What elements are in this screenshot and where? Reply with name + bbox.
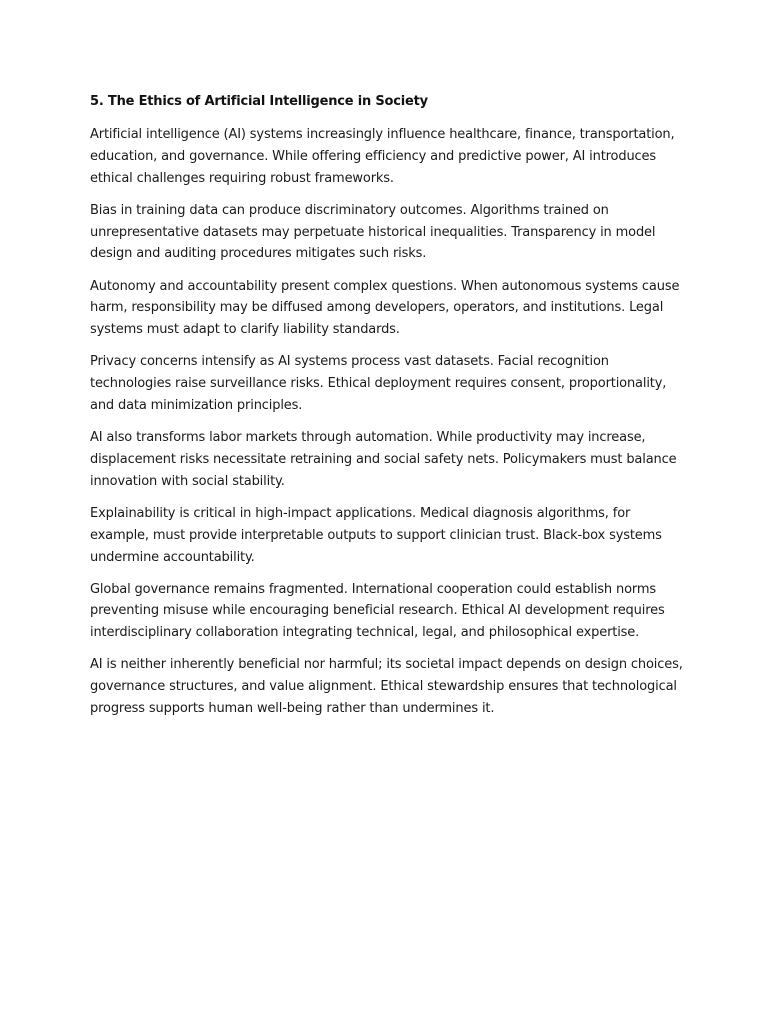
paragraph-privacy: Privacy concerns intensify as AI systems process vast datasets. Facial recognition technologies raise surveillance risks. Ethical deployment requires consent, proportionality, and data minimization principles. — [90, 354, 667, 413]
section-heading: 5. The Ethics of Artificial Intelligence in Society — [90, 94, 428, 109]
paragraph-accountability: Autonomy and accountability present complex questions. When autonomous systems cause harm, responsibility may be diffused among developers, operators, and institutions. Legal systems must adapt to clarify liability standards. — [90, 278, 680, 338]
document-page — [90, 92, 690, 730]
paragraph-governance: Global governance remains fragmented. International cooperation could establish norms preventing misuse while encouraging beneficial research. Ethical AI development requires interdisciplinary collaboration integrating technical, legal, and philosophical expertise. — [90, 581, 665, 641]
paragraph-conclusion: AI is neither inherently beneficial nor harmful; its societal impact depends on design choices, governance structures, and value alignment. Ethical stewardship ensures that technological progress supports human well-being rather than undermines it. — [90, 657, 683, 717]
paragraph-explainability: Explainability is critical in high-impact applications. Medical diagnosis algorithms, for example, must provide interpretable outputs to support clinician trust. Black-box systems undermine accountability. — [90, 505, 662, 565]
paragraph-bias: Bias in training data can produce discriminatory outcomes. Algorithms trained on unrepresentative datasets may perpetuate historical inequalities. Transparency in model design and auditing procedures mitigates such risks. — [90, 202, 656, 262]
paragraph-introduction: Artificial intelligence (AI) systems increasingly influence healthcare, finance, transportation, education, and governance. While offering efficiency and predictive power, AI introduces ethical challenges requiring robust frameworks. — [90, 127, 675, 186]
paragraph-labor: AI also transforms labor markets through automation. While productivity may increase, displacement risks necessitate retraining and social safety nets. Policymakers must balance innovation with social stability. — [90, 430, 677, 489]
